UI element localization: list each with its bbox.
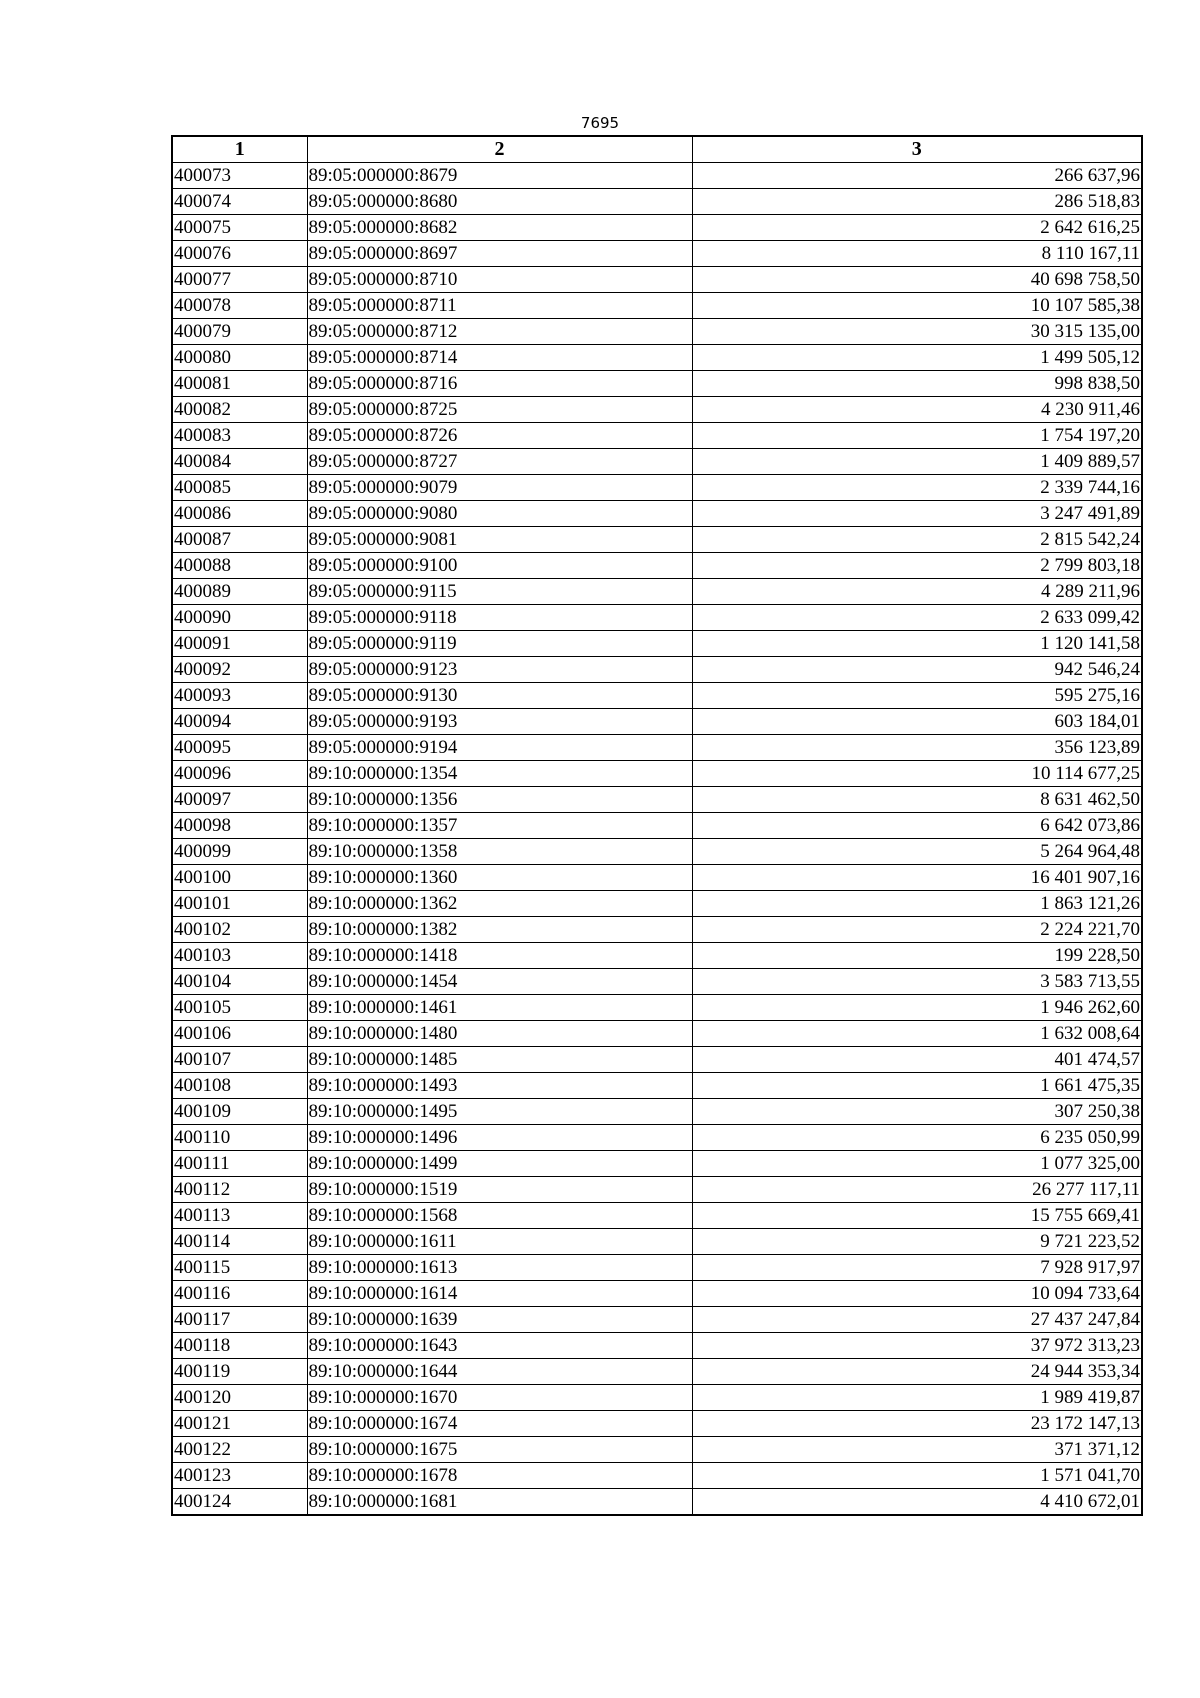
cadastral-number-cell: 89:10:000000:1495 [307,1099,692,1125]
value-cell: 401 474,57 [692,1047,1142,1073]
row-number-cell: 400094 [172,709,307,735]
table-row [172,1437,1142,1463]
table-row [172,865,1142,891]
value-cell: 1 661 475,35 [692,1073,1142,1099]
cadastral-number-cell: 89:10:000000:1674 [307,1411,692,1437]
cadastral-number-cell: 89:10:000000:1639 [307,1307,692,1333]
cadastral-number-cell: 89:10:000000:1360 [307,865,692,891]
row-number-cell: 400096 [172,761,307,787]
value-cell: 356 123,89 [692,735,1142,761]
row-number-cell: 400121 [172,1411,307,1437]
table-row [172,1151,1142,1177]
row-number-cell: 400118 [172,1333,307,1359]
table-row [172,1073,1142,1099]
cadastral-number-cell: 89:10:000000:1362 [307,891,692,917]
value-cell: 10 094 733,64 [692,1281,1142,1307]
cadastral-number-cell: 89:05:000000:8679 [307,163,692,189]
row-number-cell: 400086 [172,501,307,527]
table-row [172,371,1142,397]
cadastral-number-cell: 89:05:000000:9193 [307,709,692,735]
table-row [172,293,1142,319]
cadastral-number-cell: 89:05:000000:8680 [307,189,692,215]
table-row [172,1333,1142,1359]
row-number-cell: 400123 [172,1463,307,1489]
table-row [172,1125,1142,1151]
value-cell: 3 247 491,89 [692,501,1142,527]
row-number-cell: 400081 [172,371,307,397]
column-header-2: 2 [307,136,692,163]
value-cell: 1 077 325,00 [692,1151,1142,1177]
value-cell: 2 224 221,70 [692,917,1142,943]
table-row [172,605,1142,631]
table-row [172,1047,1142,1073]
value-cell: 27 437 247,84 [692,1307,1142,1333]
value-cell: 199 228,50 [692,943,1142,969]
cadastral-number-cell: 89:05:000000:8716 [307,371,692,397]
value-cell: 1 632 008,64 [692,1021,1142,1047]
cadastral-number-cell: 89:10:000000:1358 [307,839,692,865]
cadastral-number-cell: 89:10:000000:1614 [307,1281,692,1307]
row-number-cell: 400085 [172,475,307,501]
cadastral-number-cell: 89:10:000000:1670 [307,1385,692,1411]
row-number-cell: 400097 [172,787,307,813]
row-number-cell: 400103 [172,943,307,969]
table-row [172,397,1142,423]
value-cell: 286 518,83 [692,189,1142,215]
row-number-cell: 400075 [172,215,307,241]
value-cell: 942 546,24 [692,657,1142,683]
table-row [172,995,1142,1021]
table-row [172,163,1142,189]
value-cell: 8 631 462,50 [692,787,1142,813]
value-cell: 371 371,12 [692,1437,1142,1463]
row-number-cell: 400105 [172,995,307,1021]
table-row [172,1489,1142,1516]
table-row [172,735,1142,761]
value-cell: 37 972 313,23 [692,1333,1142,1359]
cadastral-number-cell: 89:05:000000:8726 [307,423,692,449]
row-number-cell: 400124 [172,1489,307,1516]
cadastral-number-cell: 89:10:000000:1519 [307,1177,692,1203]
cadastral-number-cell: 89:10:000000:1499 [307,1151,692,1177]
cadastral-number-cell: 89:10:000000:1382 [307,917,692,943]
table-row [172,345,1142,371]
row-number-cell: 400102 [172,917,307,943]
cadastral-number-cell: 89:05:000000:9080 [307,501,692,527]
value-cell: 1 754 197,20 [692,423,1142,449]
value-cell: 8 110 167,11 [692,241,1142,267]
table-row [172,1411,1142,1437]
table-row [172,631,1142,657]
cadastral-number-cell: 89:05:000000:9194 [307,735,692,761]
table-row [172,1021,1142,1047]
row-number-cell: 400088 [172,553,307,579]
table-row [172,1203,1142,1229]
row-number-cell: 400110 [172,1125,307,1151]
cadastral-number-cell: 89:10:000000:1357 [307,813,692,839]
cadastral-number-cell: 89:10:000000:1643 [307,1333,692,1359]
table-header-row [172,136,1142,163]
cadastral-number-cell: 89:10:000000:1493 [307,1073,692,1099]
value-cell: 1 863 121,26 [692,891,1142,917]
cadastral-number-cell: 89:10:000000:1611 [307,1229,692,1255]
row-number-cell: 400076 [172,241,307,267]
cadastral-number-cell: 89:05:000000:8714 [307,345,692,371]
cadastral-number-cell: 89:10:000000:1644 [307,1359,692,1385]
cadastral-number-cell: 89:05:000000:8725 [307,397,692,423]
cadastral-number-cell: 89:10:000000:1568 [307,1203,692,1229]
table-row [172,553,1142,579]
cadastral-number-cell: 89:05:000000:8710 [307,267,692,293]
row-number-cell: 400099 [172,839,307,865]
cadastral-number-cell: 89:10:000000:1354 [307,761,692,787]
table-row [172,1281,1142,1307]
cadastral-number-cell: 89:05:000000:9123 [307,657,692,683]
table-row [172,527,1142,553]
row-number-cell: 400082 [172,397,307,423]
cadastral-number-cell: 89:10:000000:1675 [307,1437,692,1463]
row-number-cell: 400091 [172,631,307,657]
value-cell: 5 264 964,48 [692,839,1142,865]
value-cell: 2 815 542,24 [692,527,1142,553]
table-row [172,1229,1142,1255]
cadastral-number-cell: 89:10:000000:1496 [307,1125,692,1151]
table-row [172,761,1142,787]
table-row [172,501,1142,527]
table-row [172,813,1142,839]
row-number-cell: 400090 [172,605,307,631]
table-row [172,657,1142,683]
cadastral-number-cell: 89:10:000000:1418 [307,943,692,969]
row-number-cell: 400084 [172,449,307,475]
table-row [172,1255,1142,1281]
table-row [172,189,1142,215]
value-cell: 603 184,01 [692,709,1142,735]
table-row [172,423,1142,449]
table-row [172,839,1142,865]
row-number-cell: 400087 [172,527,307,553]
value-cell: 1 946 262,60 [692,995,1142,1021]
value-cell: 2 339 744,16 [692,475,1142,501]
column-header-1: 1 [172,136,307,163]
cadastral-number-cell: 89:05:000000:8697 [307,241,692,267]
cadastral-number-cell: 89:10:000000:1613 [307,1255,692,1281]
cadastral-number-cell: 89:05:000000:9081 [307,527,692,553]
value-cell: 15 755 669,41 [692,1203,1142,1229]
row-number-cell: 400122 [172,1437,307,1463]
row-number-cell: 400092 [172,657,307,683]
cadastral-number-cell: 89:05:000000:9100 [307,553,692,579]
table-row [172,1177,1142,1203]
table-row [172,449,1142,475]
value-cell: 10 114 677,25 [692,761,1142,787]
value-cell: 1 571 041,70 [692,1463,1142,1489]
table-row [172,241,1142,267]
row-number-cell: 400111 [172,1151,307,1177]
value-cell: 1 120 141,58 [692,631,1142,657]
row-number-cell: 400074 [172,189,307,215]
row-number-cell: 400104 [172,969,307,995]
value-cell: 2 642 616,25 [692,215,1142,241]
row-number-cell: 400107 [172,1047,307,1073]
table-row [172,267,1142,293]
value-cell: 26 277 117,11 [692,1177,1142,1203]
row-number-cell: 400112 [172,1177,307,1203]
table-row [172,1099,1142,1125]
value-cell: 266 637,96 [692,163,1142,189]
row-number-cell: 400119 [172,1359,307,1385]
row-number-cell: 400077 [172,267,307,293]
row-number-cell: 400120 [172,1385,307,1411]
table-row [172,943,1142,969]
value-cell: 23 172 147,13 [692,1411,1142,1437]
row-number-cell: 400083 [172,423,307,449]
cadastral-number-cell: 89:05:000000:8712 [307,319,692,345]
table-row [172,319,1142,345]
cadastral-number-cell: 89:05:000000:9118 [307,605,692,631]
value-cell: 40 698 758,50 [692,267,1142,293]
value-cell: 4 289 211,96 [692,579,1142,605]
row-number-cell: 400109 [172,1099,307,1125]
value-cell: 3 583 713,55 [692,969,1142,995]
table-row [172,215,1142,241]
row-number-cell: 400117 [172,1307,307,1333]
cadastral-number-cell: 89:05:000000:8727 [307,449,692,475]
row-number-cell: 400100 [172,865,307,891]
row-number-cell: 400095 [172,735,307,761]
value-cell: 2 633 099,42 [692,605,1142,631]
column-header-3: 3 [692,136,1142,163]
value-cell: 24 944 353,34 [692,1359,1142,1385]
value-cell: 2 799 803,18 [692,553,1142,579]
table-row [172,683,1142,709]
row-number-cell: 400080 [172,345,307,371]
row-number-cell: 400106 [172,1021,307,1047]
table-row [172,475,1142,501]
cadastral-number-cell: 89:05:000000:8711 [307,293,692,319]
row-number-cell: 400113 [172,1203,307,1229]
value-cell: 307 250,38 [692,1099,1142,1125]
table-row [172,709,1142,735]
value-cell: 16 401 907,16 [692,865,1142,891]
row-number-cell: 400073 [172,163,307,189]
table-row [172,1385,1142,1411]
cadastral-number-cell: 89:05:000000:9130 [307,683,692,709]
cadastral-number-cell: 89:10:000000:1356 [307,787,692,813]
table-row [172,579,1142,605]
table-row [172,969,1142,995]
cadastral-number-cell: 89:05:000000:9119 [307,631,692,657]
row-number-cell: 400116 [172,1281,307,1307]
value-cell: 4 410 672,01 [692,1489,1142,1516]
cadastral-number-cell: 89:10:000000:1454 [307,969,692,995]
row-number-cell: 400079 [172,319,307,345]
row-number-cell: 400114 [172,1229,307,1255]
table-row [172,1359,1142,1385]
value-cell: 4 230 911,46 [692,397,1142,423]
row-number-cell: 400089 [172,579,307,605]
value-cell: 30 315 135,00 [692,319,1142,345]
cadastral-number-cell: 89:10:000000:1681 [307,1489,692,1516]
value-cell: 1 409 889,57 [692,449,1142,475]
row-number-cell: 400098 [172,813,307,839]
value-cell: 1 499 505,12 [692,345,1142,371]
cadastral-number-cell: 89:05:000000:9115 [307,579,692,605]
value-cell: 10 107 585,38 [692,293,1142,319]
row-number-cell: 400093 [172,683,307,709]
value-cell: 595 275,16 [692,683,1142,709]
table-row [172,787,1142,813]
row-number-cell: 400115 [172,1255,307,1281]
table-row [172,1463,1142,1489]
row-number-cell: 400101 [172,891,307,917]
cadastral-number-cell: 89:10:000000:1461 [307,995,692,1021]
value-cell: 9 721 223,52 [692,1229,1142,1255]
value-cell: 1 989 419,87 [692,1385,1142,1411]
cadastral-number-cell: 89:10:000000:1678 [307,1463,692,1489]
table-row [172,891,1142,917]
cadastral-number-cell: 89:10:000000:1485 [307,1047,692,1073]
table-body [172,163,1142,1516]
table-row [172,917,1142,943]
value-cell: 6 642 073,86 [692,813,1142,839]
cadastral-number-cell: 89:10:000000:1480 [307,1021,692,1047]
page-number: 7695 [580,114,620,132]
cadastral-number-cell: 89:05:000000:8682 [307,215,692,241]
row-number-cell: 400078 [172,293,307,319]
cadastral-number-cell: 89:05:000000:9079 [307,475,692,501]
table-row [172,1307,1142,1333]
row-number-cell: 400108 [172,1073,307,1099]
registry-table [171,135,1143,1516]
value-cell: 6 235 050,99 [692,1125,1142,1151]
value-cell: 998 838,50 [692,371,1142,397]
value-cell: 7 928 917,97 [692,1255,1142,1281]
